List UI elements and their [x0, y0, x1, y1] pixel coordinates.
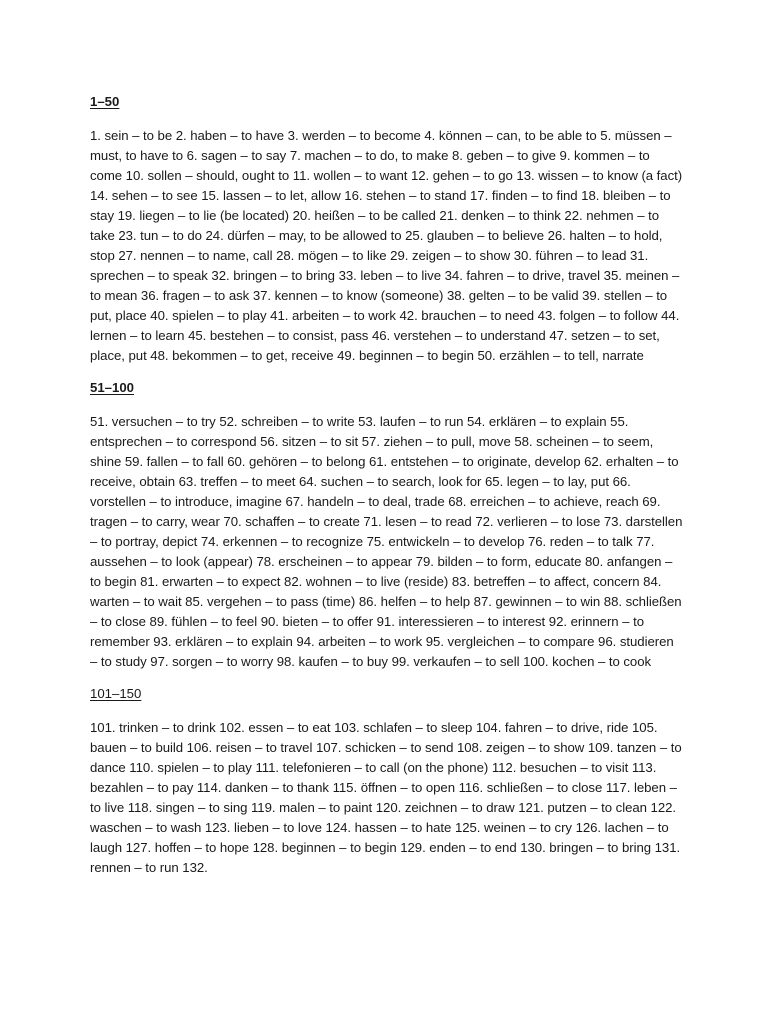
- section-heading-101-150: 101–150: [90, 686, 142, 701]
- section-1-50: [90, 92, 684, 366]
- section-body-51-100: 51. versuchen – to try 52. schreiben – to write 53. laufen – to run 54. erklären – to explain 55. entsprechen – to correspond 56. sitzen – to sit 57. ziehen – to pull, move 58. scheinen – to seem, shine 59. fallen – to fall 60. gehören – to belong 61. entstehen – to originate, develop 62. erhalten – to receive, obtain 63. treffen – to meet 64. suchen – to search, look for 65. legen – to lay, put 66. vorstellen – to introduce, imagine 67. handeln – to deal, trade 68. erreichen – to achieve, reach 69. tragen – to carry, wear 70. schaffen – to create 71. lesen – to read 72. verlieren – to lose 73. darstellen – to portray, depict 74. erkennen – to recognize 75. entwickeln – to develop 76. reden – to talk 77. aussehen – to look (appear) 78. erscheinen – to appear 79. bilden – to form, educate 80. anfangen – to begin 81. erwarten – to expect 82. wohnen – to live (reside) 83. betreffen – to affect, concern 84. warten – to wait 85. vergehen – to pass (time) 86. helfen – to help 87. gewinnen – to win 88. schließen – to close 89. fühlen – to feel 90. bieten – to offer 91. interessieren – to interest 92. erinnern – to remember 93. erklären – to explain 94. arbeiten – to work 95. vergleichen – to compare 96. studieren – to study 97. sorgen – to worry 98. kaufen – to buy 99. verkaufen – to sell 100. kochen – to cook: [90, 414, 683, 669]
- section-body-1-50: 1. sein – to be 2. haben – to have 3. werden – to become 4. können – can, to be able to 5. müssen – must, to have to 6. sagen – to say 7. machen – to do, to make 8. geben – to give 9. kommen – to come 10. sollen – should, ought to 11. wollen – to want 12. gehen – to go 13. wissen – to know (a fact) 14. sehen – to see 15. lassen – to let, allow 16. stehen – to stand 17. finden – to find 18. bleiben – to stay 19. liegen – to lie (be located) 20. heißen – to be called 21. denken – to think 22. nehmen – to take 23. tun – to do 24. dürfen – may, to be allowed to 25. glauben – to believe 26. halten – to hold, stop 27. nennen – to name, call 28. mögen – to like 29. zeigen – to show 30. führen – to lead 31. sprechen – to speak 32. bringen – to bring 33. leben – to live 34. fahren – to drive, travel 35. meinen – to mean 36. fragen – to ask 37. kennen – to know (someone) 38. gelten – to be valid 39. stellen – to put, place 40. spielen – to play 41. arbeiten – to work 42. brauchen – to need 43. folgen – to follow 44. lernen – to learn 45. bestehen – to consist, pass 46. verstehen – to understand 47. setzen – to set, place, put 48. bekommen – to get, receive 49. beginnen – to begin 50. erzählen – to tell, narrate: [90, 128, 683, 363]
- document-page: [90, 92, 684, 888]
- section-51-100: [90, 378, 684, 672]
- section-101-150: [90, 684, 684, 878]
- section-body-101-150: 101. trinken – to drink 102. essen – to eat 103. schlafen – to sleep 104. fahren – to drive, ride 105. bauen – to build 106. reisen – to travel 107. schicken – to send 108. zeigen – to show 109. tanzen – to dance 110. spielen – to play 111. telefonieren – to call (on the phone) 112. besuchen – to visit 113. bezahlen – to pay 114. danken – to thank 115. öffnen – to open 116. schließen – to close 117. leben – to live 118. singen – to sing 119. malen – to paint 120. zeichnen – to draw 121. putzen – to clean 122. waschen – to wash 123. lieben – to love 124. hassen – to hate 125. weinen – to cry 126. lachen – to laugh 127. hoffen – to hope 128. beginnen – to begin 129. enden – to end 130. bringen – to bring 131. rennen – to run 132.: [90, 720, 682, 875]
- section-heading-51-100: 51–100: [90, 380, 135, 395]
- section-heading-1-50: 1–50: [90, 94, 120, 109]
